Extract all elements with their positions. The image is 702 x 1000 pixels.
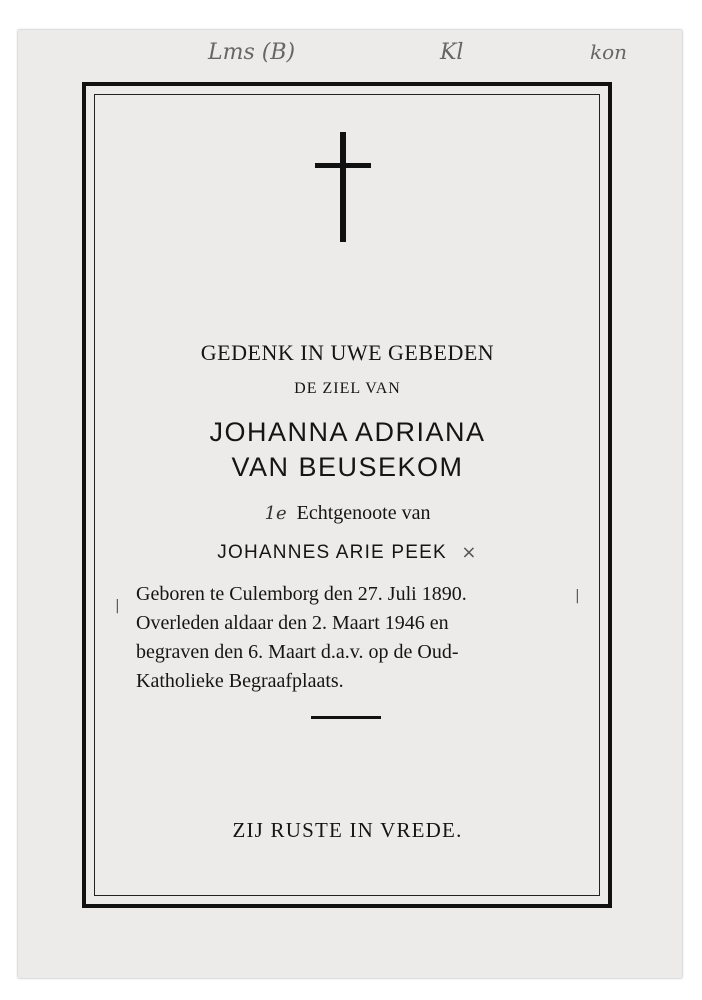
cemetery-line: Katholieke Begraafplaats. [136,670,344,692]
life-details [136,580,566,696]
burial-line: begraven den 6. Maart d.a.v. op de Oud- [136,641,459,663]
heading-pray: GEDENK IN UWE GEBEDEN [200,340,495,365]
pencil-tick-left: | [115,598,120,614]
spouse-label-row [95,502,600,525]
heading-soul-of: DE ZIEL VAN [294,380,401,397]
death-line: Overleden aldaar den 2. Maart 1946 en [136,612,449,634]
spouse-label: Echtgenoote van [296,502,431,524]
handwritten-note-mid: Kl [440,40,464,65]
handwritten-ordinal: 1e [264,503,287,524]
handwritten-cross-mark: × [461,542,478,563]
spouse-name-row [95,542,600,564]
birth-line: Geboren te Culemborg den 27. Juli 1890. [136,583,467,605]
handwritten-note-right: kon [590,40,628,64]
pencil-tick-right: | [575,588,580,604]
spouse-name: JOHANNES ARIE PEEK [217,542,447,563]
deceased-first-names: JOHANNA ADRIANA [209,417,486,447]
closing-line: ZIJ RUSTE IN VREDE. [232,818,463,842]
deceased-surname: VAN BEUSEKOM [231,452,464,482]
divider-rule [311,716,381,719]
cross-icon [315,132,371,242]
handwritten-note-left: Lms (B) [208,40,296,65]
